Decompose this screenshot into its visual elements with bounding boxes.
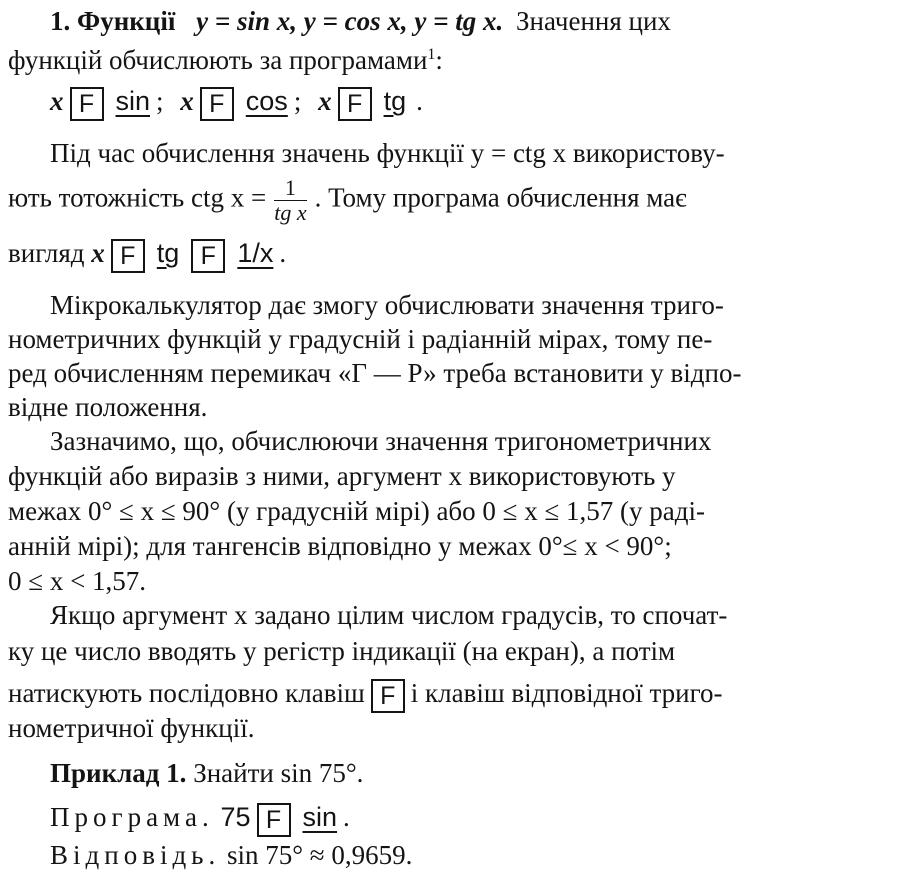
para3-line-5: 0 ≤ x < 1,57. bbox=[8, 566, 147, 596]
f-key: F bbox=[338, 87, 372, 121]
example-label: Приклад 1. bbox=[50, 758, 187, 788]
f-key: F bbox=[111, 239, 145, 273]
f-key: F bbox=[371, 679, 405, 713]
ctg-line-2 bbox=[8, 176, 687, 225]
para3-line-2: функцій або виразів з ними, аргумент x використовують у bbox=[8, 461, 676, 491]
heading-line bbox=[50, 4, 671, 38]
arg-x: x bbox=[180, 86, 194, 116]
period: . bbox=[279, 238, 287, 268]
program-line bbox=[50, 800, 350, 837]
example-line bbox=[50, 756, 363, 790]
para4-line-2: ку це число вводять у регістр індикації (на екран), а потім bbox=[8, 636, 676, 666]
para2-line-1: Мікрокалькулятор дає змогу обчислювати значення триго- bbox=[50, 290, 724, 320]
footnote-mark: 1 bbox=[427, 46, 436, 63]
separator: ; bbox=[156, 86, 164, 116]
para3-line-1: Зазначимо, що, обчислюючи значення тригонометричних bbox=[50, 426, 712, 456]
period: . bbox=[343, 802, 350, 832]
f-key: F bbox=[257, 803, 291, 837]
fraction bbox=[274, 176, 306, 225]
f-key: F bbox=[191, 239, 225, 273]
para4-line-3-tail: і клавіш відповідної триго- bbox=[410, 678, 723, 708]
ctg-identity-tail: . Тому програма обчислення має bbox=[314, 182, 687, 213]
para4-line-1: Якщо аргумент x задано цілим числом градусів, то спочат- bbox=[50, 600, 728, 630]
ctg-identity-text: ють тотожність ctg x = bbox=[8, 182, 267, 213]
para3-line-4: анній мірі); для тангенсів відповідно у межах 0°≤ x < 90°; bbox=[8, 531, 672, 561]
ctg-line-3 bbox=[8, 236, 286, 273]
tg-key: tg bbox=[156, 238, 180, 268]
period: . bbox=[416, 86, 423, 116]
intro-text: функцій обчислюють за програмами bbox=[8, 45, 428, 75]
example-task: Знайти sin 75°. bbox=[193, 758, 364, 788]
answer-value: sin 75° ≈ 0,9659. bbox=[227, 840, 413, 870]
f-key: F bbox=[70, 87, 104, 121]
intro-colon: : bbox=[435, 45, 443, 75]
para4-line-3 bbox=[8, 676, 722, 713]
fraction-numerator: 1 bbox=[274, 176, 306, 201]
sin-key: sin bbox=[302, 802, 338, 832]
para4-line-3-text: натискують послідовно клавіш bbox=[8, 678, 365, 708]
sin-key: sin bbox=[115, 86, 151, 116]
fraction-denominator: tg x bbox=[274, 200, 307, 225]
answer-label: Відповідь. bbox=[50, 840, 221, 870]
reciprocal-key: 1/x bbox=[237, 238, 274, 268]
function-formulas: y = sin x, y = cos x, y = tg x. bbox=[196, 6, 504, 36]
section-heading: 1. Функції bbox=[50, 6, 176, 36]
para2-line-4: відне положення. bbox=[8, 392, 208, 422]
programs-line bbox=[50, 84, 423, 121]
tg-key: tg bbox=[383, 86, 407, 116]
program-value: 75 bbox=[220, 802, 251, 832]
para4-line-4: нометричної функції. bbox=[8, 713, 255, 743]
separator: ; bbox=[293, 86, 302, 116]
f-key: F bbox=[200, 87, 234, 121]
para2-line-2: нометричних функцій у градусній і радіанній мірах, тому пе- bbox=[8, 324, 713, 354]
arg-x: x bbox=[91, 238, 105, 268]
ctg-program-label: вигляд bbox=[8, 238, 85, 268]
cos-key: cos bbox=[245, 86, 288, 116]
para2-line-3: ред обчисленням перемикач «Г — Р» треба встановити у відпо- bbox=[8, 358, 742, 388]
para3-line-3: межах 0° ≤ x ≤ 90° (у градусній мірі) або 0 ≤ x ≤ 1,57 (у раді- bbox=[8, 496, 706, 526]
intro-line bbox=[8, 38, 443, 77]
heading-tail: Значення цих bbox=[516, 6, 671, 36]
answer-line bbox=[50, 838, 412, 872]
program-label: Програма. bbox=[50, 802, 214, 832]
ctg-line-1: Під час обчислення значень функції y = ctg x використову- bbox=[50, 138, 725, 168]
arg-x: x bbox=[318, 86, 332, 116]
arg-x: x bbox=[50, 86, 64, 116]
